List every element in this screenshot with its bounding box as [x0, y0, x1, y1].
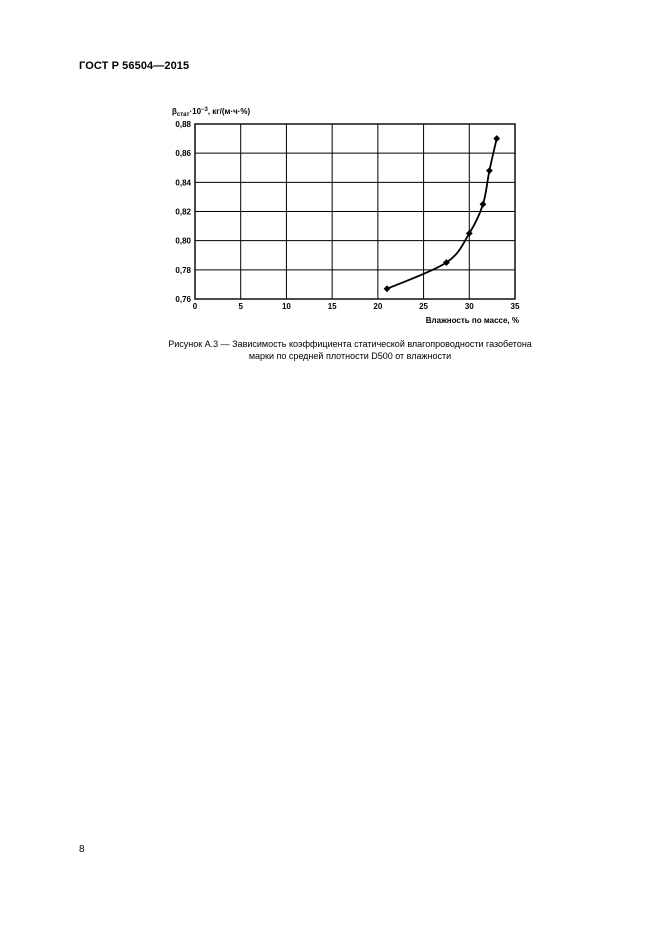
moisture-conductivity-chart	[120, 98, 540, 333]
x-tick-labels	[193, 302, 520, 311]
x-tick-label: 10	[281, 302, 291, 311]
y-axis-label-sub: стат	[176, 112, 190, 118]
y-axis-label-main: β	[172, 107, 177, 116]
x-tick-label: 25	[419, 302, 429, 311]
x-tick-label: 30	[464, 302, 474, 311]
chart-curve	[387, 139, 497, 289]
x-tick-label: 0	[192, 302, 198, 311]
figure-caption-line-1: Рисунок А.3 — Зависимость коэффициента статической влагопроводности газобетона	[168, 339, 532, 349]
data-point-marker	[480, 201, 487, 208]
y-tick-label: 0,76	[175, 295, 191, 304]
x-axis-label: Влажность по массе, %	[425, 316, 519, 325]
y-axis-label-exp: −3	[201, 107, 208, 113]
x-tick-label: 5	[238, 302, 243, 311]
y-axis-label-unit: , кг/(м·ч·%)	[207, 107, 251, 116]
chart-grid	[195, 124, 515, 299]
document-code-header: ГОСТ Р 56504—2015	[79, 60, 190, 72]
y-tick-label: 0,78	[175, 265, 191, 275]
data-point-marker	[486, 167, 493, 174]
x-tick-label: 15	[327, 302, 337, 311]
x-tick-label: 35	[510, 302, 520, 311]
page-number: 8	[79, 844, 85, 855]
y-tick-label: 0,82	[175, 207, 191, 217]
chart-svg	[120, 98, 540, 333]
y-axis-label-rest: ·10	[189, 107, 202, 116]
series-line	[387, 139, 497, 289]
y-tick-label: 0,84	[175, 178, 191, 188]
chart-markers	[384, 135, 501, 292]
x-tick-label: 20	[373, 302, 383, 311]
data-point-marker	[384, 285, 391, 292]
y-axis-label	[172, 107, 251, 118]
data-point-marker	[493, 135, 500, 142]
y-tick-labels	[175, 120, 191, 304]
y-tick-label: 0,88	[175, 120, 191, 129]
figure-caption-line-2: марки по средней плотности D500 от влажности	[248, 351, 452, 361]
y-tick-label: 0,80	[175, 236, 191, 246]
figure-caption	[120, 338, 580, 362]
y-tick-label: 0,86	[175, 149, 191, 159]
